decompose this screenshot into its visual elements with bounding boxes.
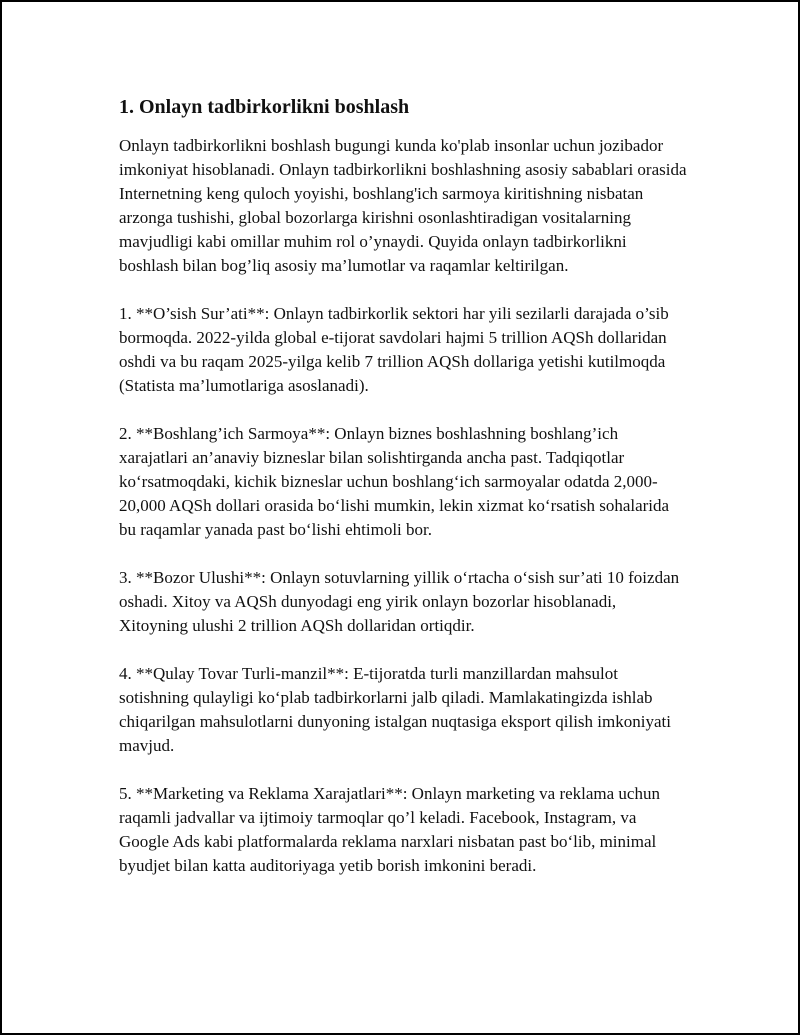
document-body xyxy=(119,92,689,902)
section-heading: 1. Onlayn tadbirkorlikni boshlash xyxy=(119,96,410,118)
point-initial-investment: 2. **Boshlang’ich Sarmoya**: Onlayn biznes boshlashning boshlang’ich xarajatlari an’anaviy bizneslar bilan solishtirganda ancha past. Tadqiqotlar ko‘rsatmoqdaki, kichik bizneslar uchun boshlang‘ich sarmoyalar odatda 2,000-20,000 AQSh dollari orasida bo‘lishi mumkin, lekin xizmat ko‘rsatish sohalarida bu raqamlar yanada past bo‘lishi ehtimoli bor. xyxy=(119,424,670,539)
point-marketing-costs: 5. **Marketing va Reklama Xarajatlari**: Onlayn marketing va reklama uchun raqamli jadvallar va ijtimoiy tarmoqlar qo’l keladi. Facebook, Instagram, va Google Ads kabi platformalarda reklama narxlari nisbatan past bo‘lib, minimal byudjet bilan katta auditoriyaga yetib borish imkonini beradi. xyxy=(119,784,660,875)
point-convenient-goods: 4. **Qulay Tovar Turli-manzil**: E-tijoratda turli manzillardan mahsulot sotishning qulayligi ko‘plab tadbirkorlarni jalb qiladi. Mamlakatingizda ishlab chiqarilgan mahsulotlarni dunyoning istalgan nuqtasiga eksport qilish imkoniyati mavjud. xyxy=(119,664,671,755)
intro-paragraph: Onlayn tadbirkorlikni boshlash bugungi kunda ko'plab insonlar uchun jozibador imkoniyat hisoblanadi. Onlayn tadbirkorlikni boshlashning asosiy sabablari orasida Internetning keng quloch yoyishi, boshlang'ich sarmoya kiritishning nisbatan arzonga tushishi, global bozorlarga kirishni osonlashtiradigan vositalarning mavjudligi kabi omillar muhim rol o’ynaydi. Quyida onlayn tadbirkorlikni boshlash bilan bog’liq asosiy ma’lumotlar va raqamlar keltirilgan. xyxy=(119,136,687,275)
point-market-share: 3. **Bozor Ulushi**: Onlayn sotuvlarning yillik o‘rtacha o‘sish sur’ati 10 foizdan oshadi. Xitoy va AQSh dunyodagi eng yirik onlayn bozorlar hisoblanadi, Xitoyning ulushi 2 trillion AQSh dollaridan ortiqdir. xyxy=(119,568,680,635)
point-growth-rate: 1. **O’sish Sur’ati**: Onlayn tadbirkorlik sektori har yili sezilarli darajada o’sib bormoqda. 2022-yilda global e-tijorat savdolari hajmi 5 trillion AQSh dollaridan oshdi va bu raqam 2025-yilga kelib 7 trillion AQSh dollariga yetishi kutilmoqda (Statista ma’lumotlariga asoslanadi). xyxy=(119,304,669,395)
